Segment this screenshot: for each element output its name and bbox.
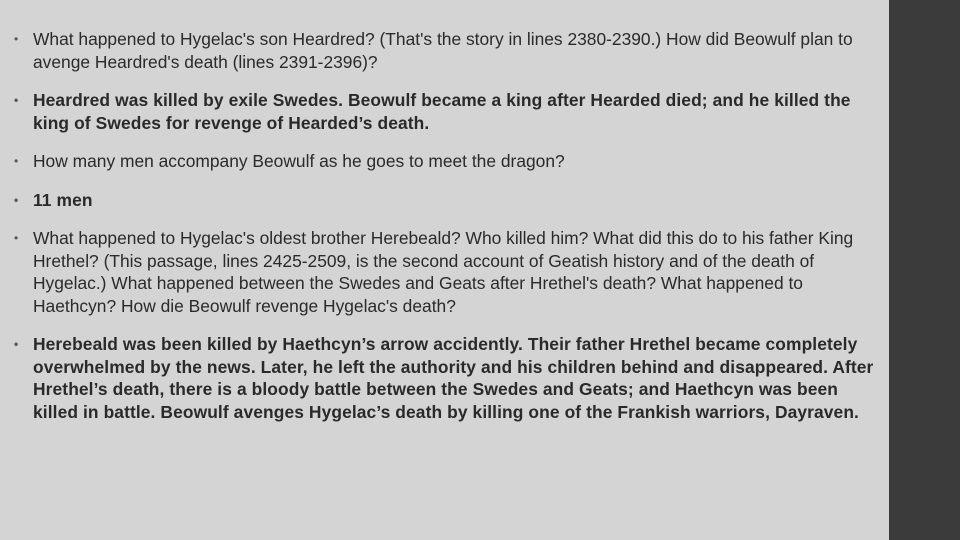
bullet-text: Herebeald was been killed by Haethcyn’s arrow accidently. Their father Hrethel became completely overwhelmed by the news. Later, he left the authority and his children behind and disappeared. After Hrethel’s death, there is a bloody battle between the Swedes and Geats; and Haethcyn was been killed in battle. Beowulf avenges Hygelac’s death by killing one of the Frankish warriors, Dayraven. — [33, 334, 874, 422]
bullet-list — [12, 28, 878, 439]
side-bar — [889, 0, 960, 540]
bullet-text: What happened to Hygelac's son Heardred? (That's the story in lines 2380-2390.) How did Beowulf plan to avenge Heardred's death (lines 2391-2396)? — [33, 29, 853, 72]
bullet-icon: • — [14, 337, 19, 351]
question-herebeald — [12, 227, 878, 317]
bullet-icon: • — [14, 93, 19, 107]
bullet-icon: • — [14, 154, 19, 168]
bullet-icon: • — [14, 32, 19, 46]
answer-men-count — [12, 189, 878, 212]
answer-herebeald — [12, 333, 878, 423]
question-men-count — [12, 150, 878, 173]
bullet-text: Heardred was killed by exile Swedes. Beowulf became a king after Hearded died; and he killed the king of Swedes for revenge of Hearded’s death. — [33, 90, 851, 133]
bullet-icon: • — [14, 231, 19, 245]
question-heardred — [12, 28, 878, 73]
bullet-icon: • — [14, 192, 19, 207]
bullet-text: How many men accompany Beowulf as he goes to meet the dragon? — [33, 151, 565, 171]
bullet-text: What happened to Hygelac's oldest brother Herebeald? Who killed him? What did this do to his father King Hrethel? (This passage, lines 2425-2509, is the second account of Geatish history and of the death of Hygelac.) What happened between the Swedes and Geats after Hrethel's death? What happened to Haethcyn? How die Beowulf revenge Hygelac's death? — [33, 228, 854, 316]
bullet-text: 11 men — [33, 189, 93, 210]
answer-heardred — [12, 89, 878, 134]
